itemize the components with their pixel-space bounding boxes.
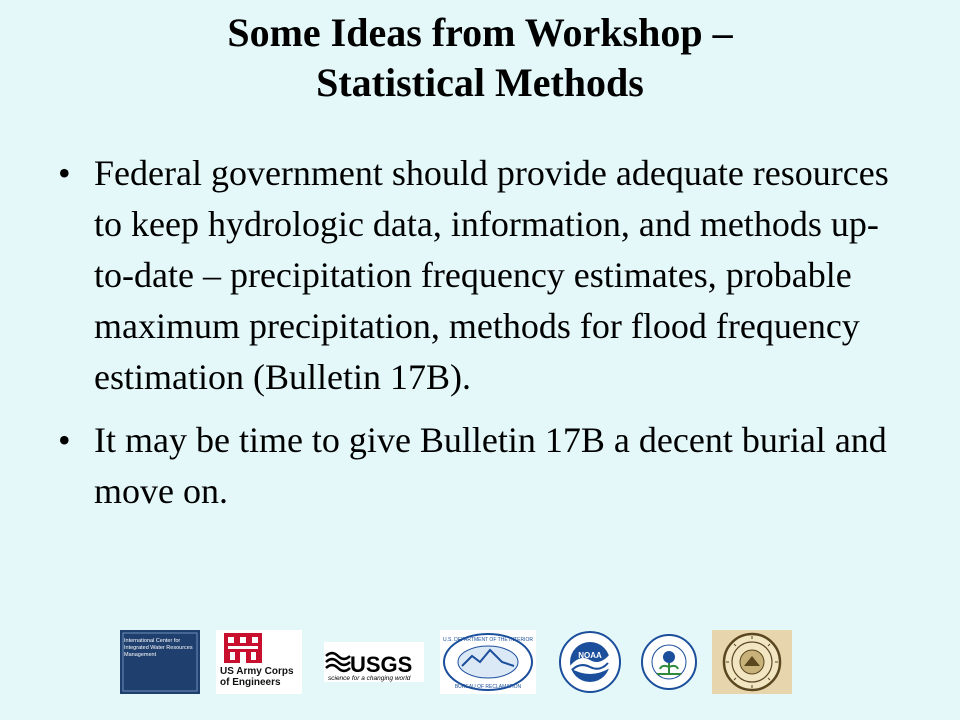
slide-title xyxy=(0,8,960,108)
noaa-wordmark: NOAA xyxy=(578,651,602,660)
usgs-wordmark: USGS xyxy=(350,652,413,677)
usgs-logo xyxy=(324,630,424,694)
usace-label-line-1: US Army Corps xyxy=(220,666,294,677)
bullet-list xyxy=(58,148,918,529)
reclamation-logo xyxy=(440,630,536,694)
reclamation-bottom-text: BUREAU OF RECLAMATION xyxy=(454,684,522,690)
noaa-logo xyxy=(558,630,622,694)
csu-seal-logo xyxy=(712,630,792,694)
bullet-marker: • xyxy=(58,420,71,460)
bullet-text: It may be time to give Bulletin 17B a decent burial and move on. xyxy=(94,420,887,511)
usace-label-line-2: of Engineers xyxy=(220,677,281,688)
bullet-item xyxy=(58,148,918,403)
bullet-item xyxy=(58,415,918,517)
epa-logo xyxy=(640,630,698,694)
bullet-marker: • xyxy=(58,153,71,193)
reclamation-top-text: U.S. DEPARTMENT OF THE INTERIOR xyxy=(443,637,533,643)
slide-title-line-1: Some Ideas from Workshop – xyxy=(227,10,733,55)
icwrm-label: International Center for Integrated Water Resources Management xyxy=(124,638,193,658)
logo-strip xyxy=(0,630,960,694)
usgs-tagline: science for a changing world xyxy=(328,675,411,682)
usace-logo xyxy=(216,630,302,694)
slide-title-line-2: Statistical Methods xyxy=(316,60,644,105)
bullet-text: Federal government should provide adequate resources to keep hydrologic data, information, and methods up-to-date – precipitation frequency estimates, probable maximum precipitation, methods for flood frequency estimation (Bulletin 17B). xyxy=(94,153,889,397)
icwrm-logo xyxy=(120,630,200,694)
